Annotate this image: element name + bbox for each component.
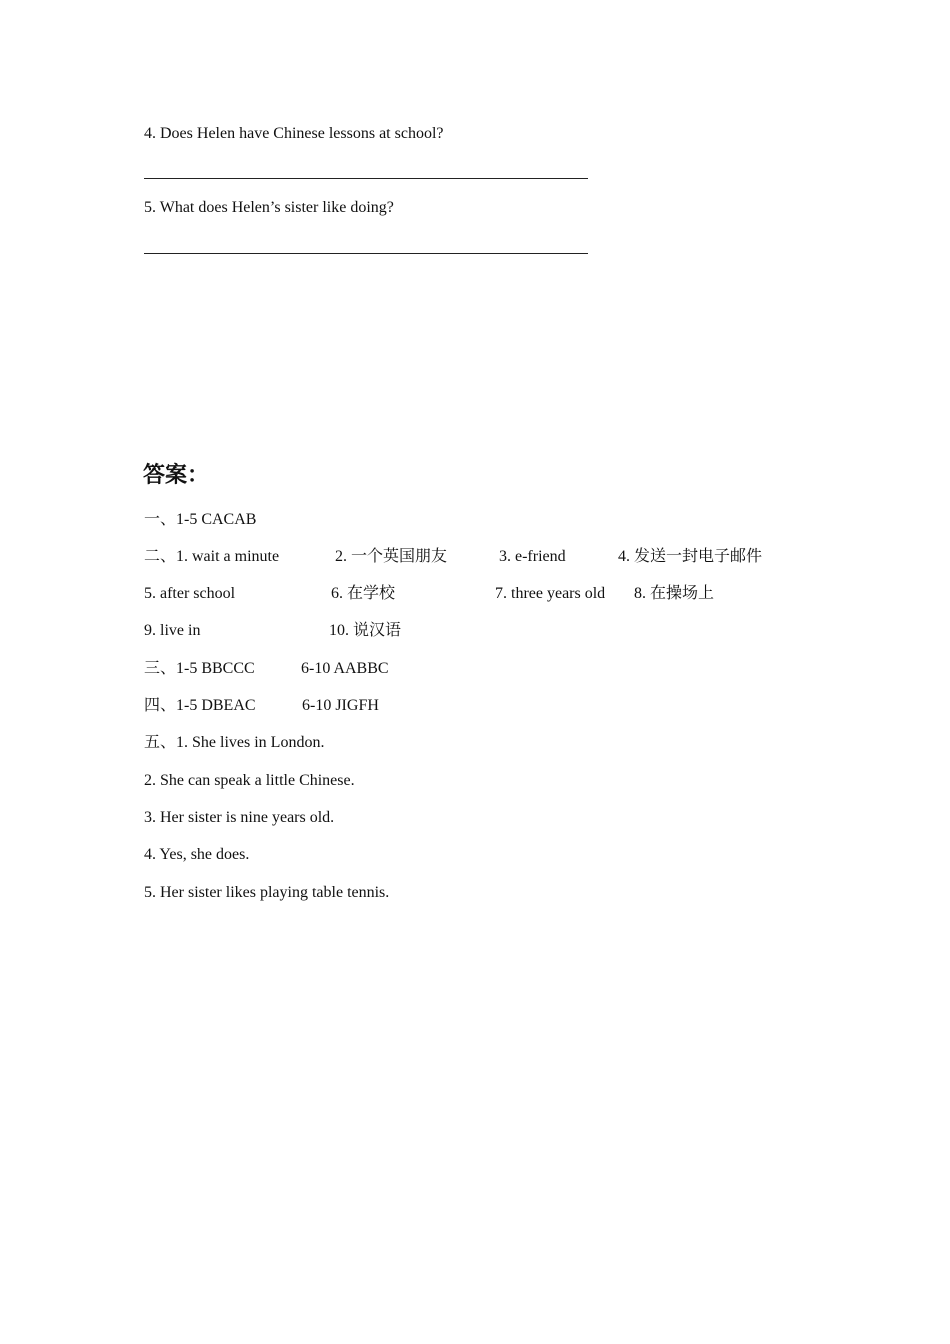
answer-part-4-item: 四、1-5 DBEAC [144, 697, 256, 714]
answer-part-2-item: 4. 发送一封电子邮件 [618, 548, 763, 565]
question-4: 4. Does Helen have Chinese lessons at school? [144, 125, 444, 142]
answer-part-2-item: 5. after school [144, 585, 236, 602]
answer-part-3-item: 6-10 AABBC [301, 660, 389, 677]
answer-part-2-item: 3. e-friend [499, 548, 566, 565]
question-5: 5. What does Helen’s sister like doing? [144, 199, 394, 216]
answer-part-5-item: 五、1. She lives in London. [144, 734, 325, 751]
answer-part-5-item: 2. She can speak a little Chinese. [144, 772, 355, 789]
answer-part-1: 一、1-5 CACAB [144, 511, 257, 528]
answer-part-2-item: 10. 说汉语 [329, 622, 402, 639]
answer-part-2-item: 7. three years old [495, 585, 606, 602]
answer-part-2-item: 二、1. wait a minute [144, 548, 280, 565]
answer-part-5-item: 4. Yes, she does. [144, 846, 250, 863]
answer-part-4-item: 6-10 JIGFH [302, 697, 379, 714]
answer-line-5 [144, 253, 588, 254]
answer-part-3-item: 三、1-5 BBCCC [144, 660, 255, 677]
answer-part-2-item: 6. 在学校 [331, 585, 396, 602]
answer-part-2-item: 9. live in [144, 622, 201, 639]
answer-part-2-item: 2. 一个英国朋友 [335, 548, 448, 565]
answer-line-4 [144, 178, 588, 179]
answer-part-2-item: 8. 在操场上 [634, 585, 715, 602]
answer-part-5-item: 5. Her sister likes playing table tennis. [144, 884, 390, 901]
answers-heading: 答案： [143, 463, 210, 488]
answer-part-5-item: 3. Her sister is nine years old. [144, 809, 335, 826]
